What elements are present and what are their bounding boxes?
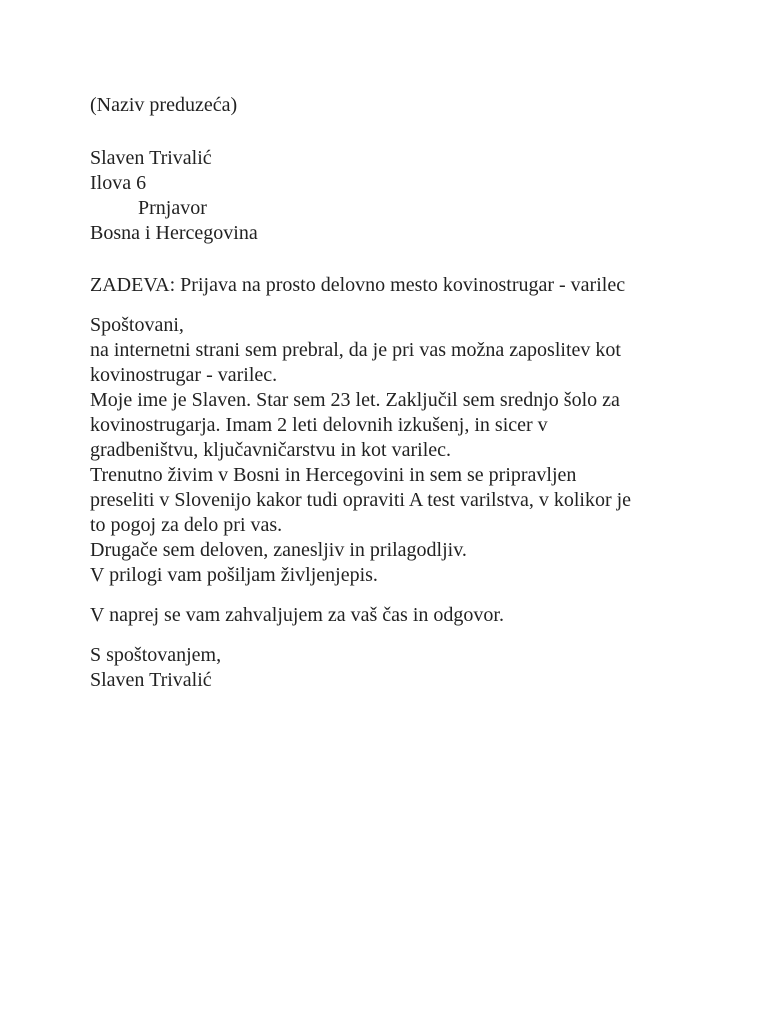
body-line: preseliti v Slovenijo kakor tudi opraviti A test varilstva, v kolikor je (90, 489, 632, 511)
spacer (90, 628, 690, 643)
body-line: Spoštovani, (90, 314, 184, 336)
body-line: gradbeništvu, ključavničarstvu in kot varilec. (90, 439, 452, 461)
sender-name: Slaven Trivalić (90, 147, 212, 169)
spacer (90, 118, 690, 146)
subject-line: ZADEVA: Prijava na prosto delovno mesto kovinostrugar - varilec (90, 274, 626, 296)
letter-body (90, 313, 690, 588)
body-line: to pogoj za delo pri vas. (90, 514, 283, 536)
body-line: kovinostrugar - varilec. (90, 364, 278, 386)
body-line: na internetni strani sem prebral, da je pri vas možna zaposlitev kot (90, 339, 621, 361)
sender-country: Bosna i Hercegovina (90, 222, 258, 244)
body-line: Trenutno živim v Bosni in Hercegovini in sem se pripravljen (90, 464, 577, 486)
letter-page (90, 93, 690, 693)
sender-street: Ilova 6 (90, 172, 147, 194)
body-line: V prilogi vam pošiljam življenjepis. (90, 564, 378, 586)
body-line: Moje ime je Slaven. Star sem 23 let. Zaključil sem srednjo šolo za (90, 389, 620, 411)
body-line: kovinostrugarja. Imam 2 leti delovnih izkušenj, in sicer v (90, 414, 548, 436)
body-line: Drugače sem deloven, zanesljiv in prilagodljiv. (90, 539, 467, 561)
closing-salutation: S spoštovanjem, (90, 644, 222, 666)
sender-address (90, 146, 690, 246)
sender-city: Prnjavor (138, 197, 207, 219)
closing-block (90, 643, 690, 693)
company-placeholder: (Naziv preduzeća) (90, 94, 238, 116)
signature: Slaven Trivalić (90, 669, 212, 691)
spacer (90, 298, 690, 313)
spacer (90, 588, 690, 603)
thanks-line: V naprej se vam zahvaljujem za vaš čas in odgovor. (90, 604, 504, 626)
spacer (90, 246, 690, 273)
